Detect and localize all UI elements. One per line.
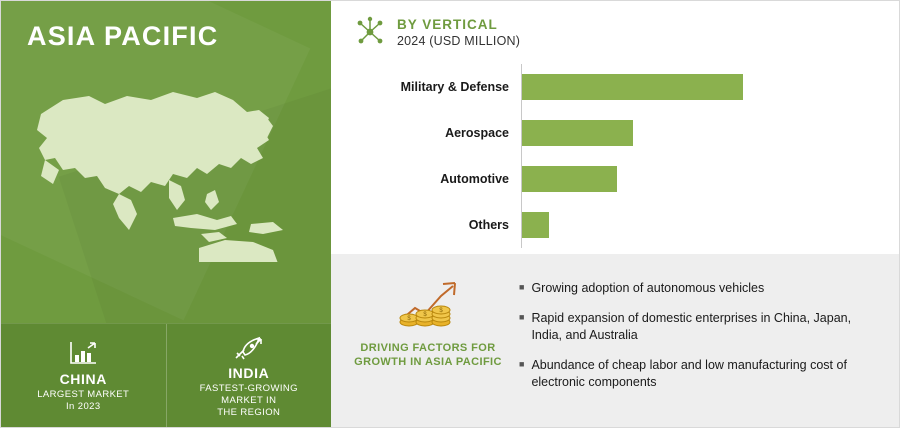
driving-factors-caption: DRIVING FACTORS FOR GROWTH IN ASIA PACIFIC [354,342,502,369]
driving-factors-list [519,276,879,403]
svg-text:$: $ [423,312,427,318]
list-item-text: Growing adoption of autonomous vehicles [531,281,765,295]
bar-category-label: Military & Defense [400,80,509,94]
asia-pacific-map [1,52,331,323]
bar-track [521,202,881,248]
key-stats-strip [1,323,331,427]
vertical-bar-chart [331,1,899,254]
money-growth-icon [391,276,465,335]
stat-china [1,324,166,427]
bar-military-defense [522,74,743,100]
chart-header-text [397,15,520,48]
region-panel [1,1,331,427]
svg-text:$: $ [439,308,443,314]
bar-category-label: Aerospace [445,126,509,140]
stat-name: INDIA [228,364,270,381]
bar-row [349,202,881,248]
list-item-text: Abundance of cheap labor and low manufacturing cost of electronic components [531,357,847,389]
chart-plot-area [349,64,881,248]
stat-name: CHINA [59,370,107,387]
bullet-icon: ■ [519,358,525,369]
map-svg [1,52,331,262]
chart-title: BY VERTICAL [397,17,498,32]
bullet-icon: ■ [519,311,525,322]
bar-aerospace [522,120,633,146]
driving-factors-section [331,254,899,427]
stat-sub: FASTEST-GROWING MARKET IN [199,383,298,407]
bar-row [349,156,881,202]
bar-chart-icon [66,338,100,368]
bar-row [349,110,881,156]
bar-automotive [522,166,617,192]
bar-track [521,64,881,110]
bullet-icon: ■ [519,282,525,292]
stat-sub2: In 2023 [66,401,101,413]
rocket-growth-icon [232,332,266,362]
list-item [519,310,879,344]
stat-sub2: THE REGION [217,407,281,419]
bar-track [521,156,881,202]
svg-text:$: $ [407,316,411,322]
list-item [519,280,879,297]
right-panel [331,1,899,427]
bar-category-label: Others [468,218,509,232]
list-item [519,357,879,391]
bar-others [522,212,549,238]
driving-factors-header [353,276,503,370]
stat-india [166,324,332,427]
chart-subtitle: 2024 (USD MILLION) [397,34,521,48]
page-title: ASIA PACIFIC [27,21,219,51]
bar-row [349,64,881,110]
bar-track [521,110,881,156]
chart-header [349,15,881,54]
bar-category-label: Automotive [440,172,509,186]
stat-sub: LARGEST MARKET [37,389,130,401]
network-nodes-icon [353,15,387,54]
list-item-text: Rapid expansion of domestic enterprises in China, Japan, India, and Australia [531,310,852,342]
